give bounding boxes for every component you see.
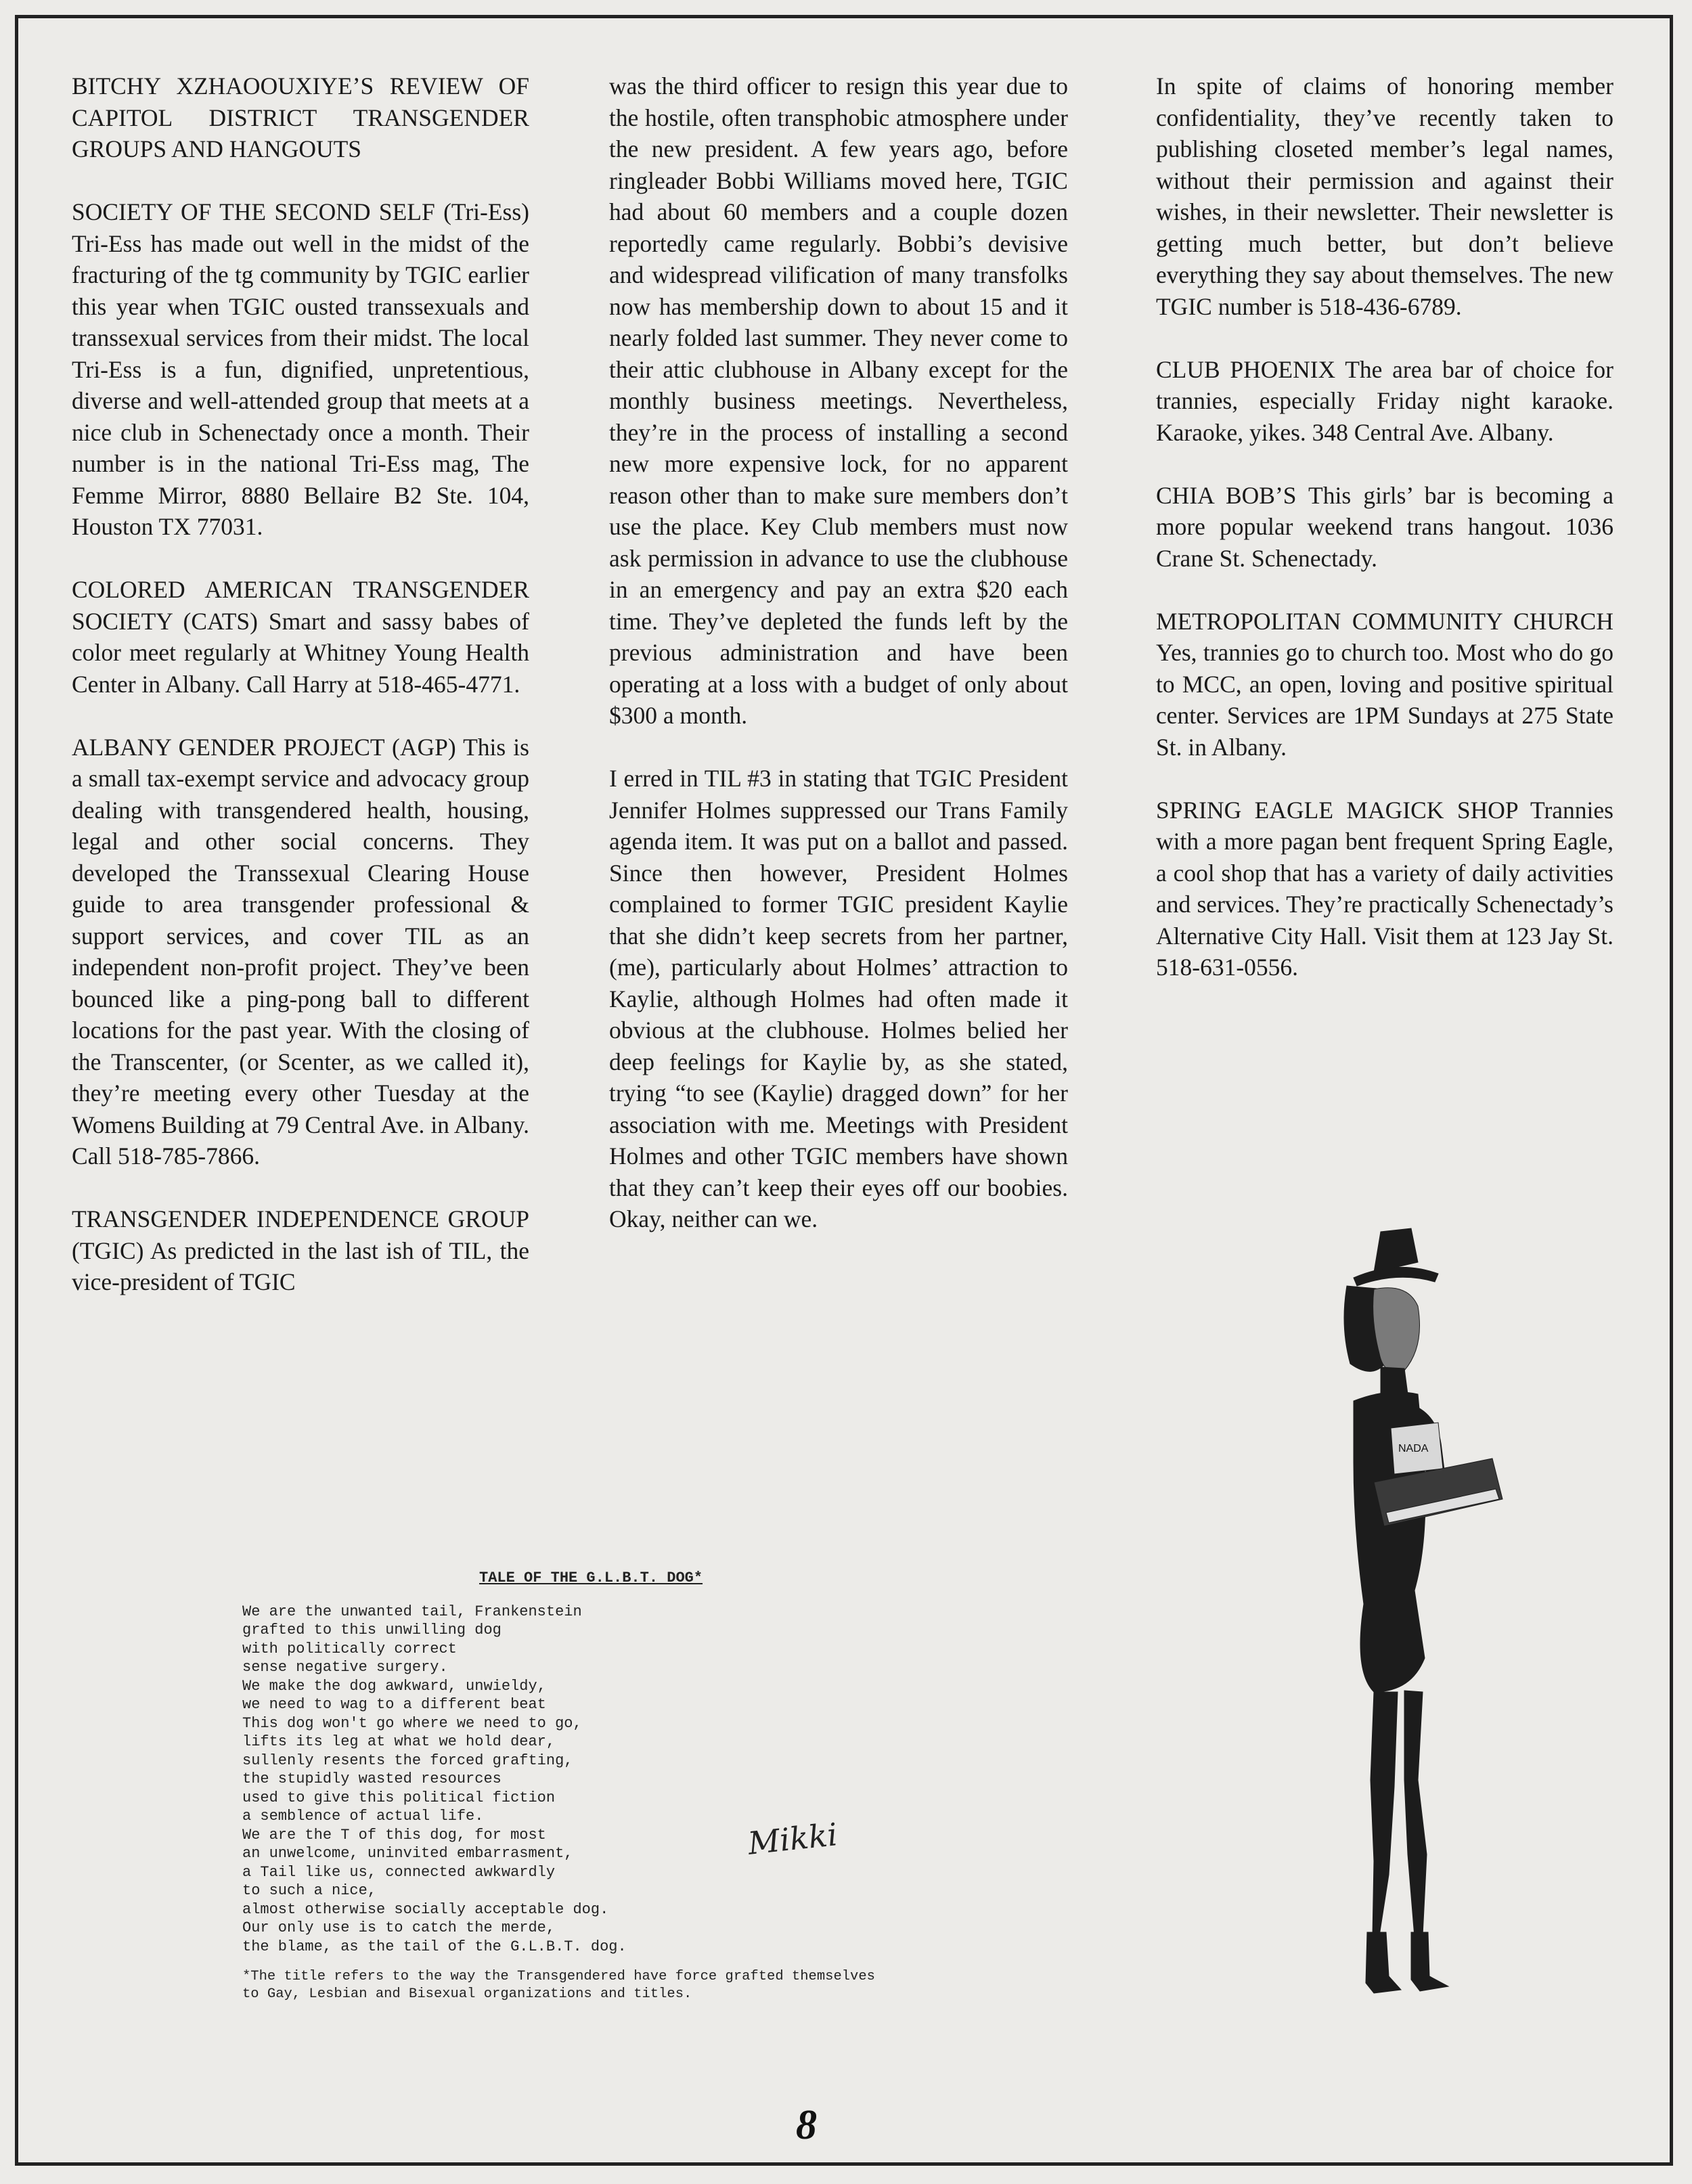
poem-footnote-line: *The title refers to the way the Transgendered have force grafted themselves — [242, 1969, 875, 1984]
poem-line: a semblence of actual life. — [242, 1808, 484, 1825]
poem-line: the stupidly wasted resources — [242, 1770, 502, 1787]
poem-footnote — [242, 1968, 1027, 2003]
article-tri-ess: SOCIETY OF THE SECOND SELF (Tri-Ess) Tri-Ess has made out well in the midst of the fracturing of the tg community by TGIC earlier this year when TGIC ousted transsexuals and transsexual services from their midst. The local Tri-Ess is a fun, dignified, unpretentious, diverse and well-attended group that meets at a nice club in Schenectady once a month. Their number is in the national Tri-Ess mag, The Femme Mirror, 8880 Bellaire B2 Ste. 104, Houston TX 77031. — [72, 198, 529, 540]
article-spring-eagle: SPRING EAGLE MAGICK SHOP Trannies with a more pagan bent frequent Spring Eagle, a cool shop that has a variety of daily activities and services. They’re practically Schenectady’s Alternative City Hall. Visit them at 123 Jay St. 518-631-0556. — [1156, 796, 1613, 981]
poem-block — [242, 1569, 1027, 2003]
column-3 — [1156, 70, 1613, 1015]
poem-line: This dog won't go where we need to go, — [242, 1714, 582, 1732]
article-mcc: METROPOLITAN COMMUNITY CHURCH Yes, trannies go to church too. Most who do go to MCC, an open, loving and positive spiritual center. Services are 1PM Sundays at 275 State St. in Albany. — [1156, 607, 1613, 761]
poem-line: Our only use is to catch the merde, — [242, 1919, 556, 1936]
figure-box-label: NADA — [1398, 1443, 1429, 1454]
illustration-woman-figure — [1272, 1225, 1557, 2003]
article-erred: I erred in TIL #3 in stating that TGIC President Jennifer Holmes suppressed our Trans Family agenda item. It was put on a ballot and passed. Since then however, President Holmes complained to former TGIC president Kaylie that she didn’t keep secrets from her partner, (me), particularly about Holmes’ attraction to Kaylie, although Holmes had often made it obvious at the clubhouse. Holmes belied her deep feelings for Kaylie by, as she stated, trying “to see (Kaylie) dragged down” for her association with me. Meetings with President Holmes and other TGIC members have shown that they can’t keep their eyes off our boobies. Okay, neither can we. — [609, 765, 1068, 1232]
poem-line: the blame, as the tail of the G.L.B.T. dog. — [242, 1938, 627, 1955]
signature: Mikki — [746, 1816, 839, 1862]
poem-line: almost otherwise socially acceptable dog. — [242, 1900, 609, 1918]
poem-line: we need to wag to a different beat — [242, 1696, 546, 1713]
column-2 — [609, 70, 1068, 1266]
poem-line: an unwelcome, uninvited embarrasment, — [242, 1845, 573, 1862]
article-tgic-part2: was the third officer to resign this year due to the hostile, often transphobic atmosphere under the new president. A few years ago, before ringleader Bobbi Williams moved here, TGIC had about 60 members and a couple dozen reportedly came regularly. Bobbi’s devisive and widespread vilification of many transfolks now has membership down to about 15 and it nearly folded last summer. They never come to their attic clubhouse in Albany except for the monthly business meetings. Nevertheless, they’re in the process of installing a second new more expensive lock, for no apparent reason other than to make sure members don’t use the place. Key Club members must now ask permission in advance to use the clubhouse in an emergency and pay an extra $20 each time. They’ve depleted the funds left by the previous administration and have been operating at a loss with a budget of only about $300 a month. — [609, 72, 1068, 729]
poem-line: used to give this political fiction — [242, 1789, 556, 1806]
poem-line: to such a nice, — [242, 1882, 377, 1899]
article-intro-heading: BITCHY XZHAOOUXIYE’S REVIEW OF CAPITOL DISTRICT TRANSGENDER GROUPS AND HANGOUTS — [72, 72, 529, 162]
poem-line: We are the T of this dog, for most — [242, 1826, 546, 1844]
poem-line: lifts its leg at what we hold dear, — [242, 1733, 556, 1750]
poem-line: We are the unwanted tail, Frankenstein — [242, 1603, 582, 1620]
article-chia-bobs: CHIA BOB’S This girls’ bar is becoming a more popular weekend trans hangout. 1036 Crane St. Schenectady. — [1156, 481, 1613, 572]
poem-line: We make the dog awkward, unwieldy, — [242, 1677, 546, 1695]
poem-line: grafted to this unwilling dog — [242, 1622, 502, 1639]
poem-line: with politically correct — [242, 1640, 457, 1657]
poem-line: a Tail like us, connected awkwardly — [242, 1863, 556, 1881]
poem-title: TALE OF THE G.L.B.T. DOG* — [479, 1569, 703, 1586]
article-club-phoenix: CLUB PHOENIX The area bar of choice for trannies, especially Friday night karaoke. Karaoke, yikes. 348 Central Ave. Albany. — [1156, 355, 1613, 446]
column-1 — [72, 70, 529, 1329]
page-number: 8 — [796, 2102, 817, 2148]
poem-line: sullenly resents the forced grafting, — [242, 1752, 573, 1769]
article-tgic-part3: In spite of claims of honoring member confidentiality, they’ve recently taken to publishing closeted member’s legal names, without their permission and against their wishes, in their newsletter. Their newsletter is getting much better, but don’t believe everything they say about themselves. The new TGIC number is 518-436-6789. — [1156, 72, 1613, 320]
poem-footnote-line: to Gay, Lesbian and Bisexual organizations and titles. — [242, 1986, 692, 2002]
poem-line: sense negative surgery. — [242, 1659, 448, 1676]
article-cats: COLORED AMERICAN TRANSGENDER SOCIETY (CATS) Smart and sassy babes of color meet regularly at Whitney Young Health Center in Albany. Call Harry at 518-465-4771. — [72, 576, 529, 698]
article-agp: ALBANY GENDER PROJECT (AGP) This is a small tax-exempt service and advocacy group dealing with transgendered health, housing, legal and other social concerns. They developed the Transsexual Clearing House guide to area transgender professional & support services, and cover TIL as an independent non-profit project. They’ve been bounced like a ping-pong ball to different locations for the past year. With the closing of the Transcenter, (or Scenter, as we called it), they’re meeting every other Tuesday at the Womens Building at 79 Central Ave. in Albany. Call 518-785-7866. — [72, 733, 529, 1169]
article-tgic-part1: TRANSGENDER INDEPENDENCE GROUP (TGIC) As predicted in the last ish of TIL, the vice-president of TGIC — [72, 1205, 529, 1295]
